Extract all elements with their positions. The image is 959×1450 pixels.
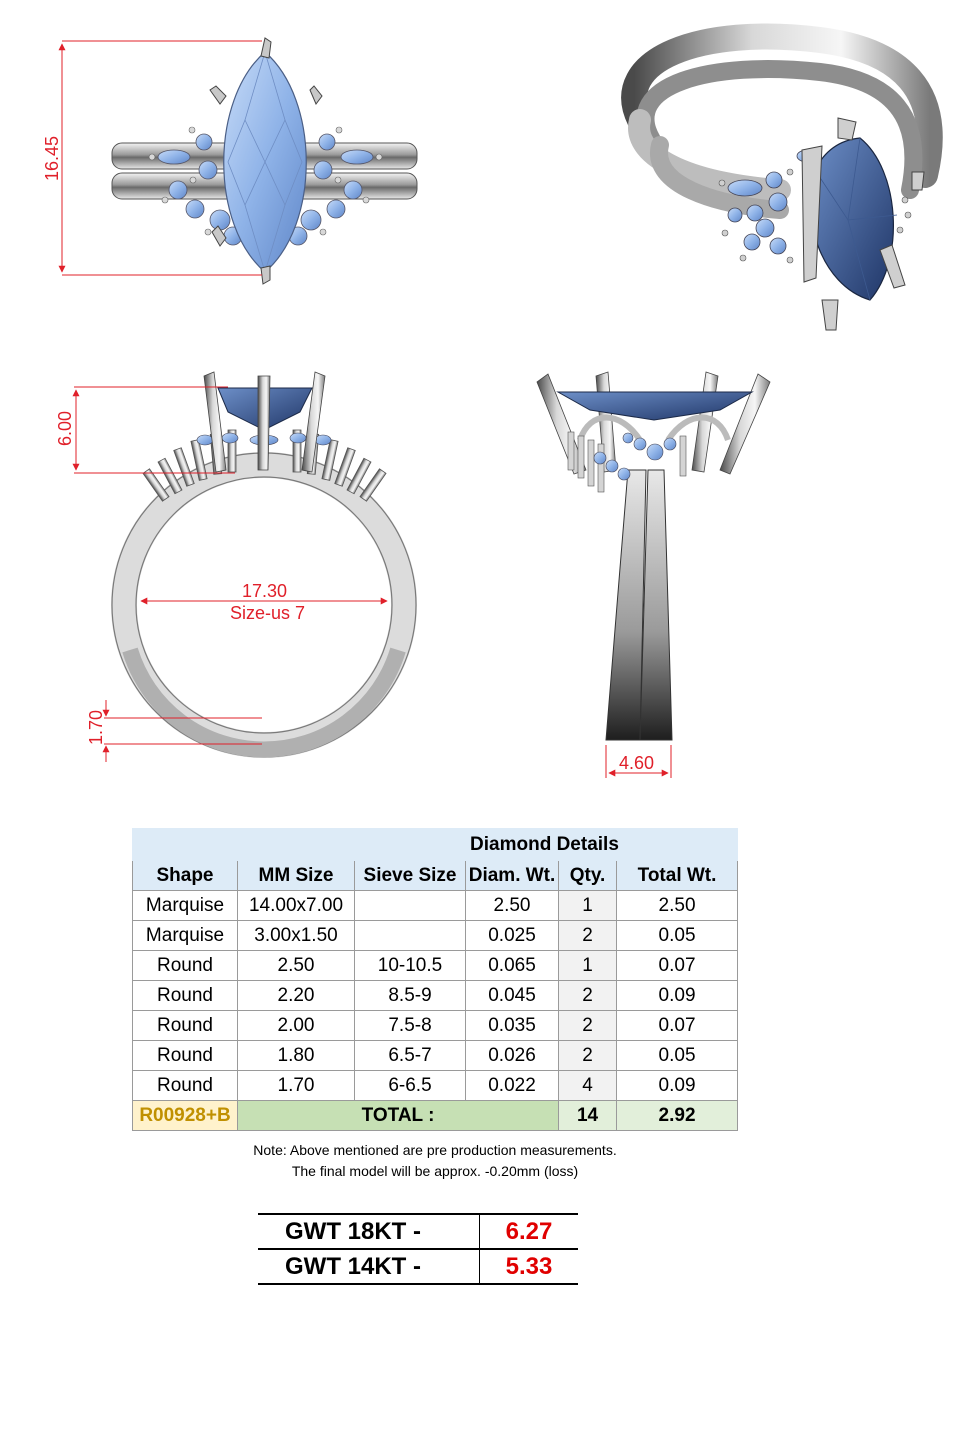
table-title-spacer <box>133 829 466 861</box>
cell-diam-wt: 0.022 <box>466 1071 559 1101</box>
cell-total-wt: 0.07 <box>617 951 738 981</box>
dimension-setting-height: 6.00 <box>55 410 75 446</box>
cell-qty: 2 <box>559 1011 617 1041</box>
cell-sieve-size: 6-6.5 <box>355 1071 466 1101</box>
table-row <box>133 981 738 1011</box>
dimension-band-thickness: 1.70 <box>86 709 106 745</box>
cell-mm-size: 3.00x1.50 <box>238 921 355 951</box>
cell-sieve-size: 6.5-7 <box>355 1041 466 1071</box>
cell-mm-size: 2.50 <box>238 951 355 981</box>
note-line-2: The final model will be approx. -0.20mm (loss) <box>291 1163 579 1179</box>
note-line-1: Note: Above mentioned are pre production measurements. <box>253 1142 617 1158</box>
total-qty: 14 <box>559 1101 617 1131</box>
cell-shape: Round <box>133 981 238 1011</box>
table-total-row <box>133 1101 738 1131</box>
header-diam-wt: Diam. Wt. <box>466 861 559 891</box>
cell-mm-size: 1.80 <box>238 1041 355 1071</box>
table-row <box>133 891 738 921</box>
cell-total-wt: 2.50 <box>617 891 738 921</box>
header-sieve-size: Sieve Size <box>355 861 466 891</box>
cell-qty: 2 <box>559 981 617 1011</box>
cell-shape: Round <box>133 1071 238 1101</box>
cell-diam-wt: 0.035 <box>466 1011 559 1041</box>
ring-size-label: Size-us 7 <box>230 603 306 623</box>
table-row <box>133 951 738 981</box>
dimension-band-width: 4.60 <box>619 753 655 773</box>
cell-diam-wt: 0.065 <box>466 951 559 981</box>
cell-shape: Marquise <box>133 891 238 921</box>
cell-total-wt: 0.05 <box>617 1041 738 1071</box>
cell-sieve-size: 8.5-9 <box>355 981 466 1011</box>
table-row <box>133 921 738 951</box>
perspective-view <box>634 37 930 330</box>
cell-diam-wt: 0.045 <box>466 981 559 1011</box>
table-row <box>133 1011 738 1041</box>
header-shape: Shape <box>133 861 238 891</box>
cell-mm-size: 14.00x7.00 <box>238 891 355 921</box>
cell-sieve-size: 10-10.5 <box>355 951 466 981</box>
table-row <box>133 1071 738 1101</box>
table-title: Diamond Details <box>466 829 738 861</box>
table-row <box>133 1041 738 1071</box>
gwt-value: 5.33 <box>505 1253 553 1280</box>
total-label: TOTAL : <box>238 1101 559 1131</box>
measurement-note <box>132 1140 738 1182</box>
cell-mm-size: 2.20 <box>238 981 355 1011</box>
cell-diam-wt: 0.026 <box>466 1041 559 1071</box>
header-qty: Qty. <box>559 861 617 891</box>
dimension-height-top: 16.45 <box>42 135 62 181</box>
gross-weight-table <box>258 1213 578 1285</box>
cell-sieve-size <box>355 891 466 921</box>
top-view <box>62 38 417 284</box>
cell-mm-size: 2.00 <box>238 1011 355 1041</box>
cell-qty: 1 <box>559 891 617 921</box>
cell-total-wt: 0.09 <box>617 981 738 1011</box>
cell-qty: 1 <box>559 951 617 981</box>
gwt-row-14kt <box>258 1250 578 1285</box>
cell-mm-size: 1.70 <box>238 1071 355 1101</box>
gwt-row-18kt <box>258 1213 578 1250</box>
cell-total-wt: 0.07 <box>617 1011 738 1041</box>
cell-sieve-size <box>355 921 466 951</box>
gwt-value: 6.27 <box>505 1218 553 1245</box>
header-mm-size: MM Size <box>238 861 355 891</box>
cell-shape: Round <box>133 1011 238 1041</box>
cell-qty: 2 <box>559 921 617 951</box>
header-total-wt: Total Wt. <box>617 861 738 891</box>
cell-total-wt: 0.05 <box>617 921 738 951</box>
dimension-inner-diameter: 17.30 <box>242 581 288 601</box>
cell-diam-wt: 2.50 <box>466 891 559 921</box>
cell-shape: Marquise <box>133 921 238 951</box>
front-view <box>74 372 416 762</box>
cell-shape: Round <box>133 951 238 981</box>
product-code: R00928+B <box>133 1101 238 1131</box>
side-view <box>537 372 770 778</box>
cell-sieve-size: 7.5-8 <box>355 1011 466 1041</box>
cell-diam-wt: 0.025 <box>466 921 559 951</box>
diamond-details-table <box>132 828 738 1131</box>
total-weight: 2.92 <box>617 1101 738 1131</box>
cell-shape: Round <box>133 1041 238 1071</box>
cell-qty: 2 <box>559 1041 617 1071</box>
cell-qty: 4 <box>559 1071 617 1101</box>
table-header-row <box>133 861 738 891</box>
cell-total-wt: 0.09 <box>617 1071 738 1101</box>
gwt-label: GWT 18KT - <box>258 1215 480 1248</box>
gwt-label: GWT 14KT - <box>258 1250 480 1283</box>
